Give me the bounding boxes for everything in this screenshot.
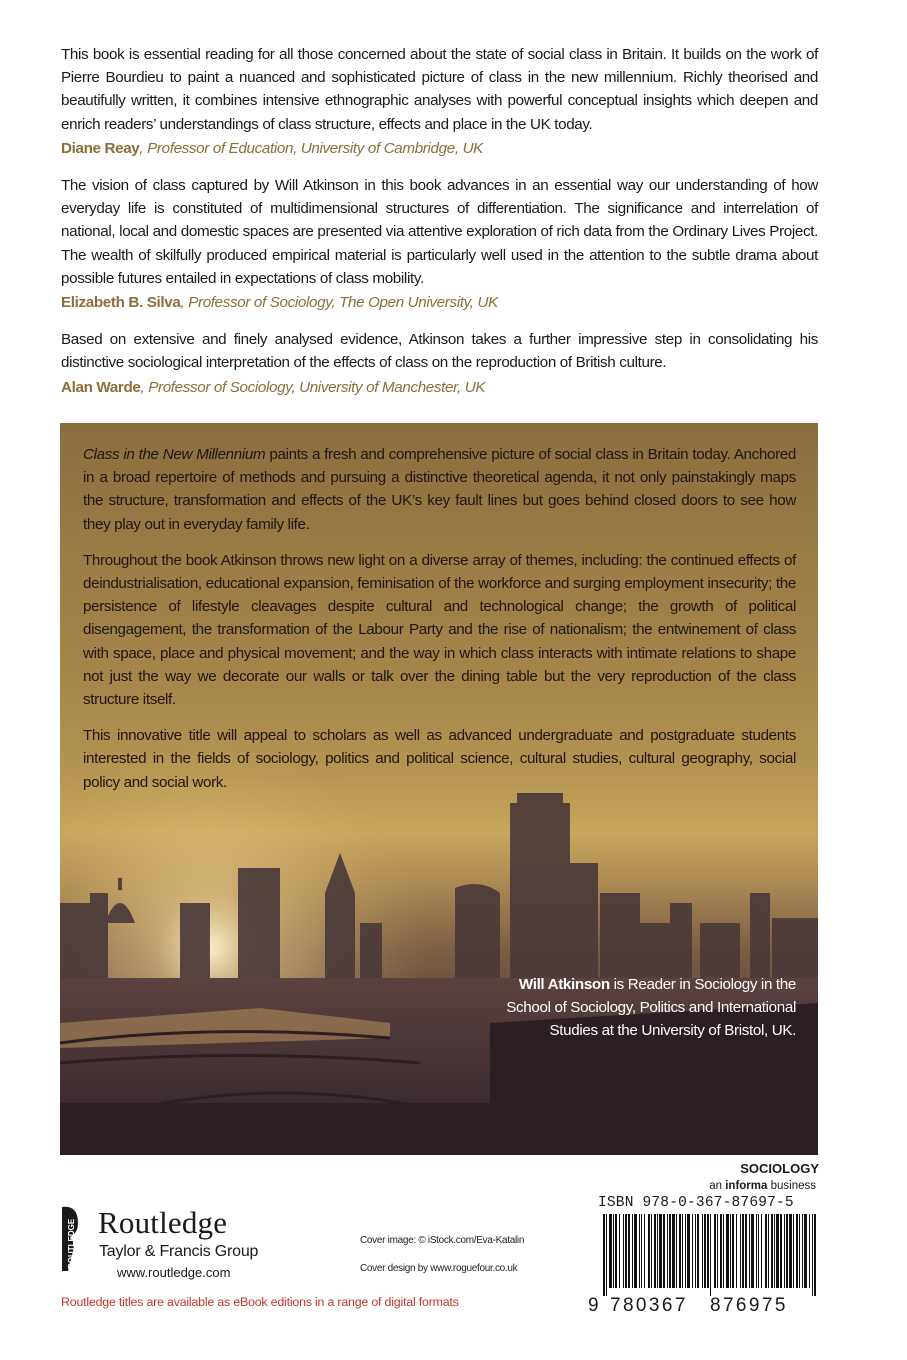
barcode-bar [710, 1214, 711, 1296]
barcode-bar [676, 1214, 677, 1288]
barcode-bar [814, 1214, 816, 1296]
author-bio [496, 973, 796, 1043]
isbn-barcode [603, 1214, 818, 1296]
description-paragraph-1 [83, 443, 796, 536]
barcode-bar [628, 1214, 630, 1288]
barcode-bar [745, 1214, 747, 1288]
barcode-bar [692, 1214, 693, 1288]
barcode-bar [623, 1214, 624, 1288]
barcode-bar [742, 1214, 744, 1288]
barcode-bar [726, 1214, 729, 1288]
barcode-bar [776, 1214, 779, 1288]
barcode-bar [786, 1214, 788, 1288]
barcode-bar [714, 1214, 716, 1288]
barcode-bar [644, 1214, 645, 1288]
city-skyline-photo [60, 423, 818, 1155]
barcode-bar [687, 1214, 690, 1288]
endorsement-text: This book is essential reading for all those concerned about the state of social class in Britain. It builds on the work of Pierre Bourdieu to paint a nuanced and sophisticated picture of class in the new millennium. Richly theorised and beautifully written, it combines intensive ethnographic analyses with powerful conceptual insights which deepen and enrich readers’ understandings of class structure, effects and place in the UK today. [61, 46, 818, 133]
publisher-name: Routledge [98, 1205, 228, 1240]
barcode-bar [695, 1214, 696, 1288]
barcode-bar [804, 1214, 807, 1288]
barcode-bar [758, 1214, 759, 1288]
barcode-bar [780, 1214, 782, 1288]
barcode-group-1: 780367 [610, 1295, 688, 1316]
informa-wordmark: informa [725, 1180, 768, 1192]
barcode-bar [704, 1214, 706, 1288]
barcode-bar [789, 1214, 792, 1288]
barcode-bar [761, 1214, 762, 1288]
barcode-bar [809, 1214, 810, 1288]
barcode-bar [784, 1214, 785, 1288]
publisher-vertical-label: ROUTLEDGE [67, 1218, 76, 1269]
barcode-bar [765, 1214, 767, 1288]
barcode-bar [751, 1214, 754, 1288]
barcode-bar [657, 1214, 658, 1288]
barcode-bar [685, 1214, 686, 1288]
endorser-role: , Professor of Sociology, University of Manchester, UK [140, 378, 486, 396]
description-text: paints a fresh and comprehensive picture of social class in Britain today. Anchored in a broad repertoire of methods and pursuing a distinctive theoretical agenda, it not only painstakingly maps the structure, transformation and effects of the UK’s key fault lines but goes behind closed doors to see how they play out in everyday family life. [83, 446, 796, 533]
barcode-bar [799, 1214, 800, 1288]
endorsement-2 [61, 174, 818, 314]
barcode-bar [639, 1214, 640, 1288]
description-paragraph-3: This innovative title will appeal to scholars as well as advanced undergraduate and postgraduate students interested in the fields of sociology, politics and political science, cultural studies, cultural geography, social policy and social work. [83, 727, 796, 791]
barcode-bar [663, 1214, 665, 1288]
barcode-bar [672, 1214, 675, 1288]
barcode-bar [732, 1214, 734, 1288]
ebook-note: Routledge titles are available as eBook editions in a range of digital formats [61, 1295, 459, 1309]
endorser-role: , Professor of Sociology, The Open University, UK [180, 294, 498, 312]
subject-category: SOCIOLOGY [740, 1161, 819, 1176]
barcode-bar [613, 1214, 614, 1288]
barcode-bar [768, 1214, 769, 1288]
barcode-bar [654, 1214, 656, 1288]
endorser-name: Diane Reay [61, 139, 140, 157]
barcode-bar [609, 1214, 612, 1288]
barcode-bar [774, 1214, 775, 1288]
barcode-bar [659, 1214, 662, 1288]
barcode-bar [802, 1214, 803, 1288]
cover-design-credit: Cover design by www.roguefour.co.uk [360, 1263, 518, 1274]
barcode-bar [682, 1214, 683, 1288]
publisher-group: Taylor & Francis Group [99, 1243, 259, 1260]
endorsement-1 [61, 43, 818, 160]
endorsement-text: The vision of class captured by Will Atkinson in this book advances in an essential way our understanding of how everyday life is constituted of multidimensional structures of differentiation. The significance and interrelation of national, local and domestic spaces are presented via attentive exploration of rich data from the Ordinary Lives Project. The wealth of skilfully produced empirical material is particularly well used in the attention to the subtle drama about possible futures entailed in expectations of class mobility. [61, 177, 818, 287]
barcode-bar [615, 1214, 617, 1288]
barcode-bar [793, 1214, 794, 1288]
barcode-bar [634, 1214, 637, 1288]
barcode-bar [669, 1214, 671, 1288]
barcode-bar [707, 1214, 709, 1288]
endorser-name: Elizabeth B. Silva [61, 294, 181, 312]
barcode-bar [641, 1214, 642, 1288]
author-bio-text: is Reader in Sociology in the School of Sociology, Politics and International Studies at the University of Bristol, UK. [506, 976, 796, 1040]
barcode-bar [740, 1214, 741, 1288]
barcode-bar [648, 1214, 650, 1288]
endorser-name: Alan Warde [61, 378, 141, 396]
routledge-head-icon [60, 1203, 82, 1273]
barcode-bar [625, 1214, 627, 1288]
book-title: Class in the New Millennium [83, 446, 266, 463]
barcode-bar [723, 1214, 724, 1288]
barcode-bar [756, 1214, 757, 1288]
isbn-number: ISBN 978-0-367-87697-5 [598, 1195, 794, 1211]
barcode-bar [812, 1214, 813, 1296]
endorser-role: , Professor of Education, University of Cambridge, UK [139, 139, 483, 157]
barcode-bar [667, 1214, 668, 1288]
barcode-bar [736, 1214, 737, 1288]
book-description [83, 443, 796, 807]
author-name: Will Atkinson [518, 976, 610, 993]
endorsement-3 [61, 328, 818, 399]
barcode-bar [771, 1214, 773, 1288]
cover-image-credit: Cover image: © iStock.com/Eva-Katalin [360, 1235, 525, 1246]
barcode-group-2: 876975 [710, 1295, 788, 1316]
barcode-bar [679, 1214, 681, 1288]
barcode-bar [697, 1214, 699, 1288]
barcode-bar [749, 1214, 750, 1288]
informa-business-label: an informa business [709, 1180, 816, 1192]
barcode-bar [730, 1214, 731, 1288]
barcode-bar [603, 1214, 605, 1296]
barcode-bar [632, 1214, 633, 1288]
barcode-bar [796, 1214, 798, 1288]
endorsement-text: Based on extensive and finely analysed evidence, Atkinson takes a further impressive step in consolidating his distinctive sociological interpretation of the effects of class on the reproduction of British culture. [61, 331, 818, 372]
endorsement-attribution [61, 137, 818, 160]
barcode-bar [702, 1214, 703, 1288]
endorsement-attribution [61, 376, 818, 399]
barcode-first-digit: 9 [588, 1295, 599, 1316]
publisher-website[interactable]: www.routledge.com [117, 1265, 231, 1280]
endorsements [61, 43, 818, 413]
barcode-bar [651, 1214, 652, 1288]
endorsement-attribution [61, 291, 818, 314]
barcode-bar [720, 1214, 722, 1288]
back-cover-footer [0, 1155, 907, 1360]
barcode-bar [619, 1214, 620, 1288]
barcode-bar [606, 1214, 607, 1296]
description-paragraph-2: Throughout the book Atkinson throws new light on a diverse array of themes, including: the continued effects of deindustrialisation, educational expansion, feminisation of the workforce and surging employment insecurity; the persistence of lifestyle cleavages despite cultural and technological change; the growth of political disengagement, the transformation of the Labour Party and the rise of nationalism; the entwinement of class with space, place and physical movement; and the way in which class interacts with intimate relations to shape not just the way we decorate our walls or talk over the dining table but the very reproduction of the class structure itself. [83, 551, 796, 709]
barcode-bar [717, 1214, 718, 1288]
